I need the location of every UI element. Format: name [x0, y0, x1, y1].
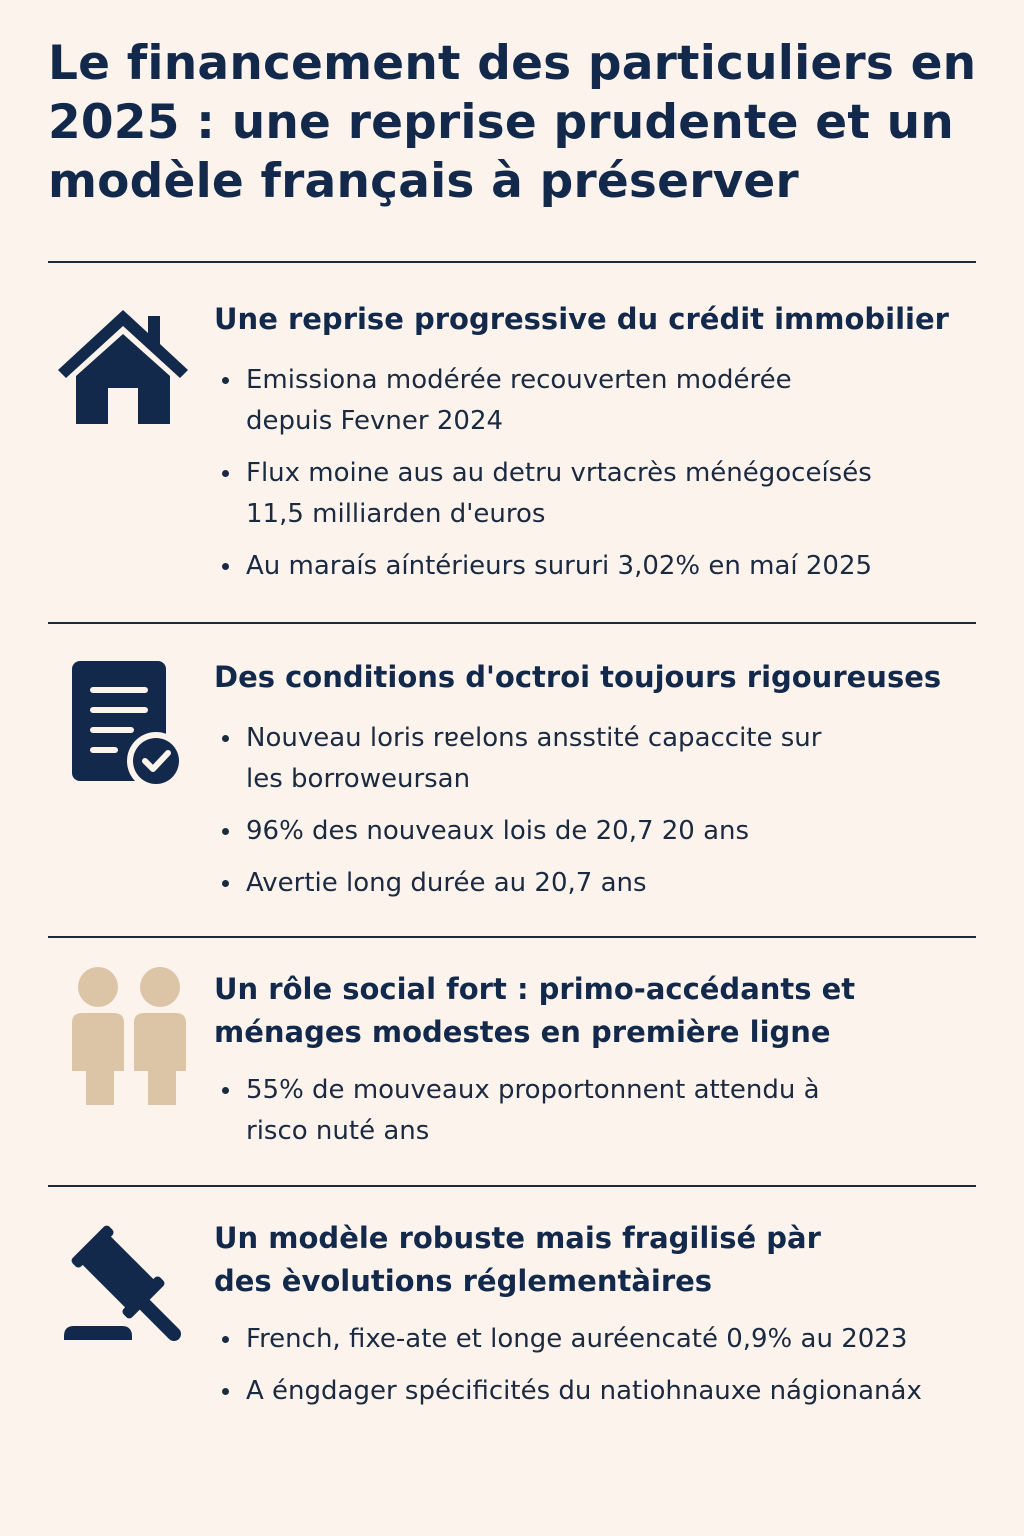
- bullet-list: [214, 360, 1004, 598]
- gavel-icon: [56, 1220, 190, 1354]
- section-heading: Une reprise progressive du crédit immobilier: [214, 302, 949, 336]
- page-title: Le financement des particuliers en 2025 : une reprise prudente et un modèle français à préserver: [48, 36, 977, 209]
- house-icon: [56, 304, 190, 438]
- list-item: Flux moine aus au detru vrtacrès ménégoceísés 11,5 milliarden d'euros: [214, 453, 926, 535]
- bullet-list: [214, 1319, 1004, 1423]
- section-heading: Un modèle robuste mais fragilisé pàr des èvolutions réglementàires: [214, 1221, 821, 1298]
- section-heading: Un rôle social fort : primo-accédants et ménages modestes en première ligne: [214, 972, 856, 1049]
- divider: [48, 622, 976, 624]
- list-item: 96% des nouveaux lois de 20,7 20 ans: [214, 811, 1004, 852]
- list-item: 55% de mouveaux proportonnent attendu à risco nuté ans: [214, 1070, 886, 1152]
- people-icon: [56, 965, 190, 1099]
- bullet-list: [214, 718, 1004, 915]
- list-item: Au maraís aíntérieurs sururi 3,02% en maí 2025: [214, 546, 1004, 587]
- list-item: Avertie long durée au 20,7 ans: [214, 863, 1004, 904]
- divider: [48, 936, 976, 938]
- list-item: Emissiona modérée recouverten modérée depuis Fevner 2024: [214, 360, 886, 442]
- document-check-icon: [56, 657, 190, 791]
- list-item: Nouveau loris rɐelons ansstité capaccite sur les borroweursan: [214, 718, 846, 800]
- divider: [48, 261, 976, 263]
- divider: [48, 1185, 976, 1187]
- bullet-list: [214, 1070, 1004, 1163]
- list-item: French, fixe-ate et longe auréencaté 0,9% au 2023: [214, 1319, 1004, 1360]
- section-heading: Des conditions d'octroi toujours rigoureuses: [214, 660, 942, 694]
- list-item: A éngdager spécificités du natiohnauxe nágionanáx: [214, 1371, 1004, 1412]
